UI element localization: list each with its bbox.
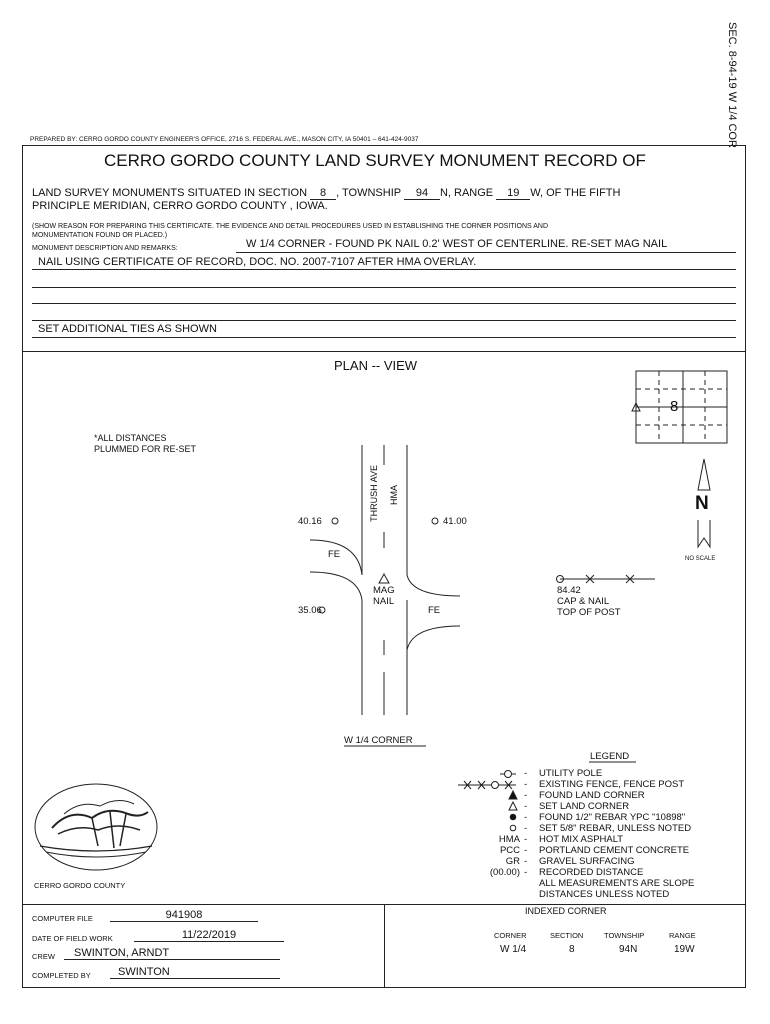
road-surface: HMA: [389, 485, 399, 505]
corner-label: W 1/4 CORNER: [344, 735, 413, 746]
legend-symbol: (00.00): [489, 867, 520, 878]
set-land-corner-symbol: [379, 574, 389, 583]
legend-text: FOUND LAND CORNER: [539, 790, 645, 801]
section-number: 8: [670, 398, 679, 415]
legend-item: - EXISTING FENCE, FENCE POST: [524, 779, 685, 790]
legend-text: EXISTING FENCE, FENCE POST: [539, 779, 685, 790]
legend-text: SET LAND CORNER: [539, 801, 630, 812]
legend-symbol: GR: [505, 856, 520, 867]
legend-note-2: DISTANCES UNLESS NOTED: [539, 889, 670, 900]
township-label: , TOWNSHIP: [336, 187, 401, 199]
location-line-2: PRINCIPLE MERIDIAN, CERRO GORDO COUNTY , IOWA.: [32, 200, 328, 212]
post-distance: 84.42: [557, 585, 581, 596]
legend-item: - UTILITY POLE: [524, 768, 603, 779]
range-label: N, RANGE: [439, 187, 494, 199]
north-label: N: [695, 493, 709, 514]
indexed-corner-title: INDEXED CORNER: [525, 906, 607, 916]
legend-text: PORTLAND CEMENT CONCRETE: [539, 845, 690, 856]
page-title: CERRO GORDO COUNTY LAND SURVEY MONUMENT RECORD OF: [104, 151, 646, 170]
index-header-section: SECTION: [550, 931, 584, 940]
legend-item: PCC - PORTLAND CEMENT CONCRETE: [499, 845, 690, 856]
crew-label: CREW: [32, 952, 55, 961]
legend-text: GRAVEL SURFACING: [539, 856, 635, 867]
township-value: 94: [404, 188, 440, 200]
reason-line-1: (SHOW REASON FOR PREPARING THIS CERTIFICATE. THE EVIDENCE AND DETAIL PROCEDURES USED IN ESTABLISHING THE CORNER POSITIONS AND: [32, 223, 549, 230]
legend-item: - SET LAND CORNER: [524, 801, 630, 812]
legend-title: LEGEND: [590, 751, 630, 762]
crew-value: SWINTON, ARNDT: [64, 948, 280, 960]
legend-text: UTILITY POLE: [539, 768, 603, 779]
side-label: SEC. 8-94-19 W 1/4 COR: [726, 22, 738, 148]
section-grid: [636, 371, 727, 443]
fence-line: [557, 575, 656, 583]
legend-item: - FOUND 1/2" REBAR YPC "10898": [524, 812, 686, 823]
legend-text: RECORDED DISTANCE: [539, 867, 644, 878]
plan-title: PLAN -- VIEW: [334, 358, 418, 373]
range-value: 19: [496, 188, 530, 200]
legend-item: HMA - HOT MIX ASPHALT: [498, 834, 624, 845]
index-header-range: RANGE: [669, 931, 696, 940]
mag-nail-label-1: MAG: [373, 585, 395, 596]
index-value-section: 8: [569, 944, 575, 955]
legend-text: SET 5/8" REBAR, UNLESS NOTED: [539, 823, 692, 834]
meridian-label: W, OF THE FIFTH: [530, 187, 621, 199]
legend-note-1: ALL MEASUREMENTS ARE SLOPE: [539, 878, 695, 889]
plan-note-1: *ALL DISTANCES: [94, 433, 167, 443]
date-label: DATE OF FIELD WORK: [32, 934, 113, 943]
legend-symbol: PCC: [499, 845, 520, 856]
no-scale-label: NO SCALE: [685, 556, 716, 562]
prepared-by: PREPARED BY: CERRO GORDO COUNTY ENGINEER'S OFFICE, 2716 S. FEDERAL AVE., MASON CITY, IA 50401 – 641-424-9037: [30, 136, 419, 143]
computer-file-label: COMPUTER FILE: [32, 914, 93, 923]
rebar-nw-symbol: [332, 518, 338, 524]
rebar-ne-symbol: [432, 518, 438, 524]
road: [310, 445, 460, 715]
section-value: 8: [310, 188, 336, 200]
index-header-corner: CORNER: [494, 931, 527, 940]
fence-label-right: FE: [428, 605, 441, 616]
completed-label: COMPLETED BY: [32, 971, 91, 980]
legend-item: (00.00) - RECORDED DISTANCE: [489, 867, 644, 878]
road-name: THRUSH AVE: [369, 465, 379, 522]
plan-note-2: PLUMMED FOR RE-SET: [94, 444, 197, 454]
description-line-2: NAIL USING CERTIFICATE OF RECORD, DOC. NO. 2007-7107 AFTER HMA OVERLAY.: [38, 256, 477, 268]
county-seal: [35, 784, 157, 870]
index-value-township: 94N: [619, 944, 638, 955]
seal-label: CERRO GORDO COUNTY: [34, 881, 126, 890]
legend-text: FOUND 1/2" REBAR YPC "10898": [539, 812, 686, 823]
post-label-1: CAP & NAIL: [557, 596, 610, 607]
description-label: MONUMENT DESCRIPTION AND REMARKS:: [32, 245, 178, 252]
date-value: 11/22/2019: [134, 930, 284, 942]
index-value-range: 19W: [674, 944, 695, 955]
legend-item: - FOUND LAND CORNER: [524, 790, 645, 801]
mag-nail-label-2: NAIL: [373, 596, 395, 607]
location-prefix: LAND SURVEY MONUMENTS SITUATED IN SECTION: [32, 187, 308, 199]
dist-ne: 41.00: [443, 516, 467, 527]
index-header-township: TOWNSHIP: [604, 931, 645, 940]
fence-label-left: FE: [328, 549, 341, 560]
completed-value: SWINTON: [110, 967, 280, 979]
reason-line-2: MONUMENTATION FOUND OR PLACED.): [32, 232, 168, 239]
dist-nw: 40.16: [298, 516, 322, 527]
post-label-2: TOP OF POST: [557, 607, 621, 618]
legend-item: GR - GRAVEL SURFACING: [505, 856, 635, 867]
legend-symbol: HMA: [498, 834, 520, 845]
description-line-1: W 1/4 CORNER - FOUND PK NAIL 0.2' WEST OF CENTERLINE. RE-SET MAG NAIL: [246, 238, 668, 250]
legend-text: HOT MIX ASPHALT: [539, 834, 624, 845]
index-value-corner: W 1/4: [500, 944, 527, 955]
legend-item: - SET 5/8" REBAR, UNLESS NOTED: [524, 823, 692, 834]
computer-file-value: 941908: [110, 910, 258, 922]
dist-sw: 35.06: [298, 605, 322, 616]
description-line-6: SET ADDITIONAL TIES AS SHOWN: [38, 323, 217, 335]
